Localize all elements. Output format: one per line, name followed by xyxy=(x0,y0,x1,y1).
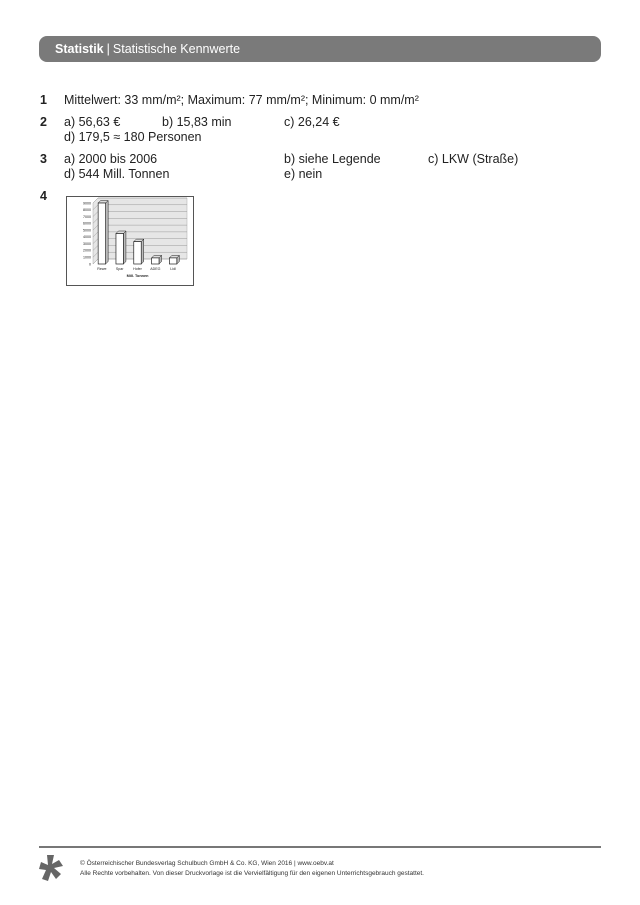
chart-y-tick-label: 2000 xyxy=(83,248,91,253)
chart-x-tick-label: Hofer xyxy=(133,267,142,271)
chart-y-tick-label: 7000 xyxy=(83,214,91,219)
chart-x-axis-label: Mill. Tonnen xyxy=(126,274,149,278)
chart-y-tick-label: 9000 xyxy=(83,201,91,206)
chart-y-tick-label: 4000 xyxy=(83,235,91,240)
footer-copyright: © Österreichischer Bundesverlag Schulbuch GmbH & Co. KG, Wien 2016 | www.oebv.at xyxy=(80,860,334,867)
chart-x-tick-label: ADEG xyxy=(150,267,161,271)
bar-chart-svg xyxy=(67,197,193,285)
task-3-number: 3 xyxy=(40,152,47,166)
task-3-answer-c: c) LKW (Straße) xyxy=(428,152,519,166)
chart-y-tick-label: 5000 xyxy=(83,228,91,233)
chart-y-tick-label: 6000 xyxy=(83,221,91,226)
chart-bar xyxy=(152,258,159,264)
task-1-answer: Mittelwert: 33 mm/m²; Maximum: 77 mm/m²; Minimum: 0 mm/m² xyxy=(64,93,419,107)
page-header xyxy=(39,36,601,62)
chart-x-tick-label: Rewe xyxy=(97,267,107,271)
task-1-number: 1 xyxy=(40,93,47,107)
chart-bar xyxy=(116,234,123,265)
chart-bar xyxy=(134,242,141,264)
task-3-answer-a: a) 2000 bis 2006 xyxy=(64,152,158,166)
header-subtitle: Statistische Kennwerte xyxy=(112,42,241,56)
bar-chart xyxy=(66,196,194,286)
chart-bar xyxy=(98,203,105,264)
task-2-answer-c: c) 26,24 € xyxy=(284,115,340,129)
task-2-number: 2 xyxy=(40,115,47,129)
task-4-number: 4 xyxy=(40,189,47,203)
publisher-logo-icon xyxy=(38,853,64,883)
chart-bar-side xyxy=(123,231,126,264)
task-2-answer-a: a) 56,63 € xyxy=(64,115,121,129)
chart-y-tick-label: 3000 xyxy=(83,241,91,246)
chart-bar xyxy=(169,258,176,264)
chart-bar-side xyxy=(141,239,144,264)
chart-y-tick-label: 0 xyxy=(89,262,91,267)
footer-rights: Alle Rechte vorbehalten. Von dieser Druckvorlage ist die Vervielfältigung für den eigenen Unterrichtsgebrauch gestattet. xyxy=(80,870,424,877)
task-3-answer-e: e) nein xyxy=(284,167,323,181)
footer-divider xyxy=(39,846,601,848)
chart-x-tick-label: Spar xyxy=(115,267,124,271)
chart-y-tick-label: 1000 xyxy=(83,255,91,260)
task-2-answer-b: b) 15,83 min xyxy=(162,115,232,129)
chart-x-tick-label: Lidl xyxy=(170,267,176,271)
task-3-answer-b: b) siehe Legende xyxy=(284,152,381,166)
header-separator: | xyxy=(106,42,110,56)
chart-bar-side xyxy=(106,201,109,265)
chart-y-tick-label: 8000 xyxy=(83,208,91,213)
task-2-answer-d: d) 179,5 ≈ 180 Personen xyxy=(64,130,202,144)
header-topic: Statistik xyxy=(55,42,104,56)
task-3-answer-d: d) 544 Mill. Tonnen xyxy=(64,167,170,181)
